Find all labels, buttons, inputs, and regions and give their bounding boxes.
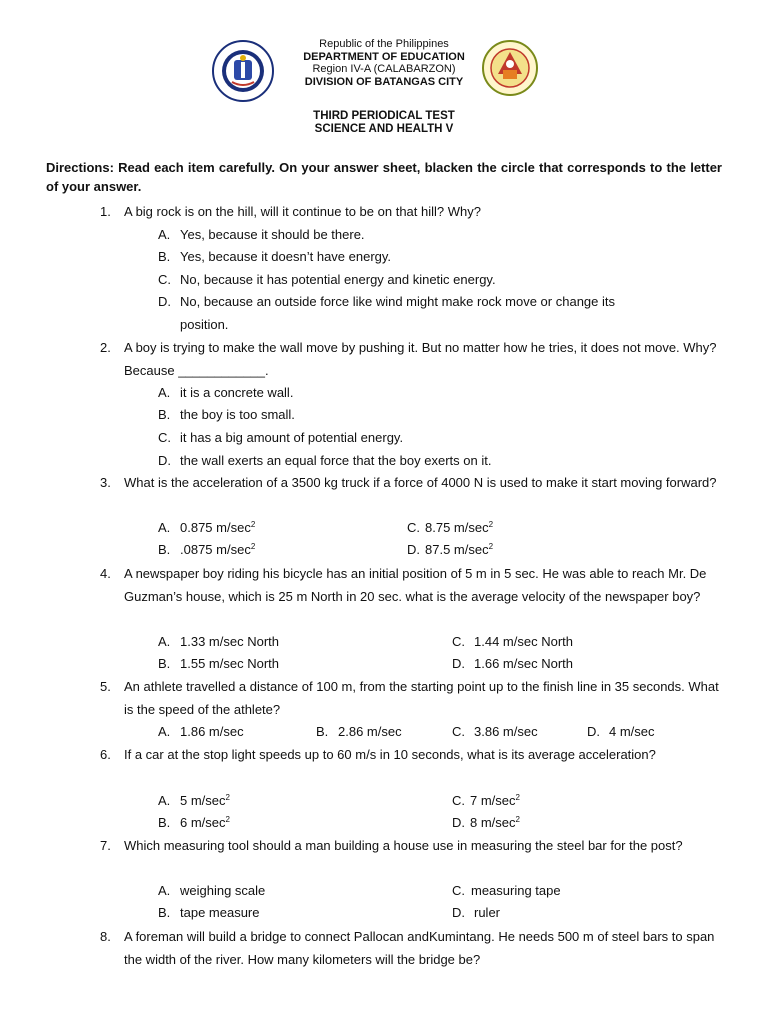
option-letter: C. — [407, 520, 420, 535]
option-letter: B. — [158, 815, 171, 830]
option-letter: D. — [587, 724, 600, 739]
option-text: the wall exerts an equal force that the boy exerts on it. — [180, 453, 492, 468]
option-letter: A. — [158, 793, 171, 808]
option-text: 1.55 m/sec North — [180, 656, 279, 671]
question-number: 7. — [100, 838, 111, 853]
question-text: What is the acceleration of a 3500 kg truck if a force of 4000 N is used to make it start moving forward? — [124, 475, 717, 490]
option-letter: A. — [158, 634, 171, 649]
superscript: 2 — [250, 520, 256, 529]
option-text: 1.33 m/sec North — [180, 634, 279, 649]
option-text: 1.44 m/sec North — [474, 634, 573, 649]
option-text: No, because an outside force like wind might make rock move or change its — [180, 294, 615, 309]
question-5 — [100, 676, 724, 721]
question-4 — [100, 563, 724, 608]
question-number: 8. — [100, 929, 111, 944]
header-republic: Republic of the Philippines — [319, 38, 449, 50]
question-text: A boy is trying to make the wall move by pushing it. But no matter how he tries, it does not move. Why? Because ____________. — [124, 340, 717, 378]
option-text-continued: position. — [180, 317, 229, 332]
option-letter: D. — [407, 542, 420, 557]
superscript: 2 — [488, 542, 494, 551]
option-letter: D. — [158, 453, 171, 468]
option-text: 1.66 m/sec North — [474, 656, 573, 671]
question-8 — [100, 926, 724, 971]
option-letter: C. — [452, 883, 465, 898]
question-7 — [100, 835, 724, 858]
option-letter: C. — [452, 634, 465, 649]
option-text: 8.75 m/sec — [425, 520, 489, 535]
option-letter: A. — [158, 385, 171, 400]
option-letter: B. — [158, 249, 171, 264]
option-text: it is a concrete wall. — [180, 385, 294, 400]
option-letter: B. — [158, 407, 171, 422]
superscript: 2 — [515, 815, 520, 824]
option-letter: A. — [158, 883, 171, 898]
option-text: tape measure — [180, 905, 260, 920]
question-number: 5. — [100, 679, 111, 694]
option-text: 4 m/sec — [609, 724, 655, 739]
option-letter: A. — [158, 227, 171, 242]
option-letter: B. — [158, 542, 171, 557]
option-text: 6 m/sec — [180, 815, 226, 830]
directions: Directions: Read each item carefully. On your answer sheet, blacken the circle that corresponds to the letter of your answer. — [46, 160, 722, 194]
option-text: 0.875 m/sec — [180, 520, 251, 535]
superscript: 2 — [515, 793, 520, 802]
option-text: 5 m/sec — [180, 793, 226, 808]
option-1d-cont — [180, 314, 228, 337]
question-number: 4. — [100, 566, 111, 581]
option-letter: D. — [452, 905, 465, 920]
option-text: 3.86 m/sec — [474, 724, 538, 739]
option-text: .0875 m/sec — [180, 542, 251, 557]
question-number: 2. — [100, 340, 111, 355]
option-text: weighing scale — [180, 883, 266, 898]
document-header — [0, 38, 768, 88]
question-text: If a car at the stop light speeds up to 60 m/s in 10 seconds, what is its average acceleration? — [124, 747, 656, 762]
option-text: the boy is too small. — [180, 407, 295, 422]
question-text: A newspaper boy riding his bicycle has an initial position of 5 m in 5 sec. He was able to reach Mr. De Guzman’s house, which is 25 m North in 20 sec. what is the average velocity of the newspaper boy? — [124, 566, 707, 604]
option-letter: B. — [158, 656, 171, 671]
question-6 — [100, 744, 724, 767]
option-letter: D. — [452, 656, 465, 671]
option-letter: C. — [452, 724, 465, 739]
option-text: Yes, because it doesn’t have energy. — [180, 249, 392, 264]
option-letter: B. — [158, 905, 171, 920]
option-letter: A. — [158, 724, 171, 739]
question-3 — [100, 472, 724, 495]
question-2 — [100, 337, 724, 382]
option-text: 1.86 m/sec — [180, 724, 244, 739]
header-department: DEPARTMENT OF EDUCATION — [303, 50, 465, 63]
question-number: 6. — [100, 747, 111, 762]
superscript: 2 — [488, 520, 494, 529]
superscript: 2 — [225, 793, 230, 802]
option-text: Yes, because it should be there. — [180, 227, 365, 242]
option-text: 2.86 m/sec — [338, 724, 402, 739]
option-text: 8 m/sec — [470, 815, 516, 830]
option-letter: A. — [158, 520, 171, 535]
header-region: Region IV-A (CALABARZON) — [312, 63, 456, 75]
test-title — [0, 110, 768, 136]
option-text: ruler — [474, 905, 501, 920]
option-text: 87.5 m/sec — [425, 542, 489, 557]
superscript: 2 — [225, 815, 230, 824]
header-division: DIVISION OF BATANGAS CITY — [304, 75, 464, 88]
option-letter: D. — [452, 815, 465, 830]
option-text: measuring tape — [471, 883, 561, 898]
question-number: 1. — [100, 204, 111, 219]
option-letter: B. — [316, 724, 329, 739]
option-text: No, because it has potential energy and kinetic energy. — [180, 272, 496, 287]
option-letter: C. — [158, 272, 171, 287]
title-line-1: THIRD PERIODICAL TEST — [313, 110, 455, 122]
question-text: A big rock is on the hill, will it continue to be on that hill? Why? — [124, 204, 481, 219]
option-letter: C. — [452, 793, 465, 808]
question-number: 3. — [100, 475, 111, 490]
title-line-2: SCIENCE AND HEALTH V — [314, 123, 454, 135]
superscript: 2 — [250, 542, 256, 551]
question-text: A foreman will build a bridge to connect Pallocan andKumintang. He needs 500 m of steel bars to span the width of the river. How many kilometers will the bridge be? — [124, 929, 715, 967]
question-text: An athlete travelled a distance of 100 m, from the starting point up to the finish line in 35 seconds. What is the speed of the athlete? — [124, 679, 719, 717]
question-1 — [100, 201, 724, 224]
option-text: 7 m/sec — [470, 793, 516, 808]
option-letter: D. — [158, 294, 171, 309]
option-letter: C. — [158, 430, 171, 445]
option-text: it has a big amount of potential energy. — [180, 430, 404, 445]
question-text: Which measuring tool should a man building a house use in measuring the steel bar for the post? — [124, 838, 683, 853]
